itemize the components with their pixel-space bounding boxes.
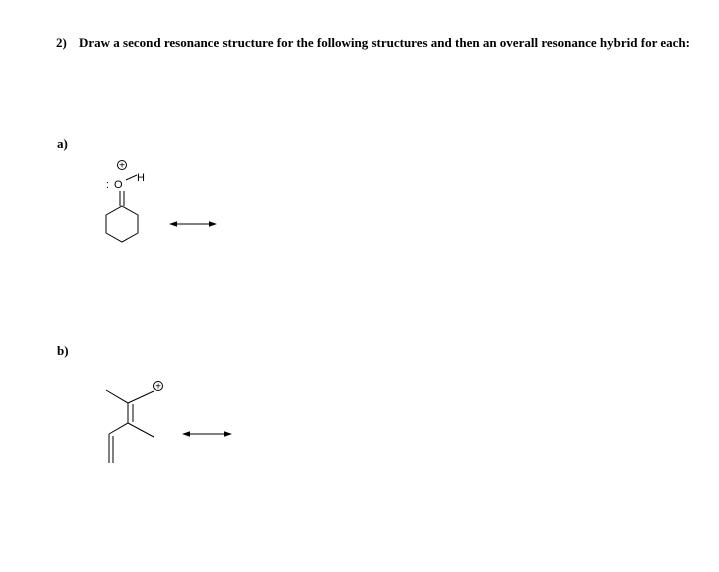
- question-number: 2): [56, 35, 67, 50]
- positive-charge-icon: [118, 161, 127, 172]
- allylic-carbocation-structure: [95, 378, 245, 468]
- lone-pair-dots: :: [106, 179, 110, 191]
- charge-symbol: +: [119, 160, 125, 172]
- hydrogen-atom: H: [137, 172, 145, 184]
- part-a-label: a): [57, 136, 68, 151]
- top-bonds: [106, 390, 154, 403]
- positive-charge-icon: [154, 382, 163, 393]
- question-text: Draw a second resonance structure for the following structures and then an overall resonance hybrid for each:: [79, 35, 690, 50]
- oxygen-atom: O: [114, 179, 123, 191]
- resonance-arrow-icon: [169, 221, 217, 227]
- oh-bond: [126, 175, 137, 180]
- protonated-cyclohexanone-structure: [95, 158, 225, 248]
- cyclohexane-ring: [106, 206, 138, 242]
- lower-bonds: [109, 423, 154, 437]
- resonance-arrow-icon: [182, 431, 232, 437]
- charge-symbol: +: [155, 381, 161, 393]
- part-b-label: b): [57, 343, 69, 358]
